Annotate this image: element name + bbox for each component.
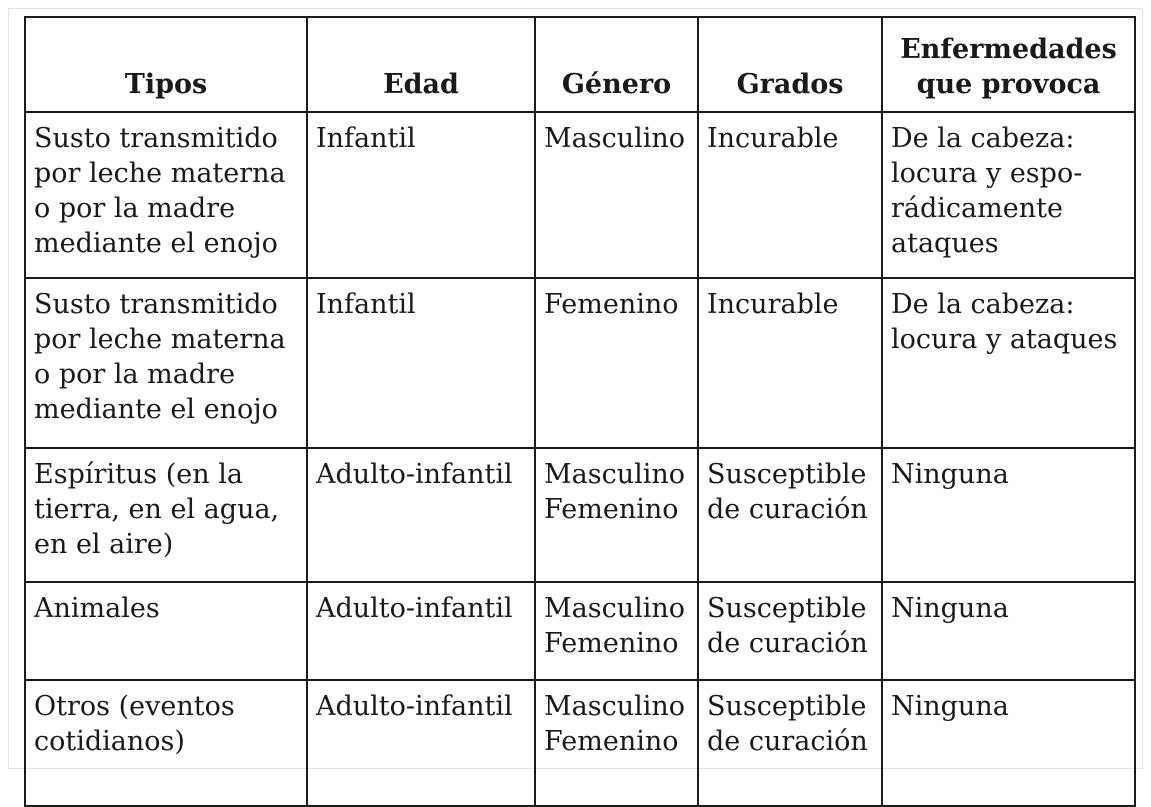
cell-grados: Susceptible de curación bbox=[698, 582, 882, 680]
cell-genero: Masculino Femenino bbox=[535, 448, 698, 582]
table-row bbox=[25, 680, 1135, 806]
cell-edad: Infantil bbox=[307, 112, 535, 278]
cell-tipos: Susto transmitido por leche materna o por la madre mediante el enojo bbox=[25, 278, 307, 448]
cell-genero: Masculino Femenino bbox=[535, 582, 698, 680]
cell-edad: Infantil bbox=[307, 278, 535, 448]
cell-grados: Incurable bbox=[698, 278, 882, 448]
table-row bbox=[25, 112, 1135, 278]
cell-enfermedades: De la cabeza: locura y espo- rádicamente ataques bbox=[882, 112, 1135, 278]
cell-tipos: Otros (eventos cotidianos) bbox=[25, 680, 307, 806]
cell-grados: Susceptible de curación bbox=[698, 680, 882, 806]
cell-enfermedades: De la cabeza: locura y ataques bbox=[882, 278, 1135, 448]
cell-genero: Masculino bbox=[535, 112, 698, 278]
cell-edad: Adulto-infantil bbox=[307, 582, 535, 680]
header-edad: Edad bbox=[307, 17, 535, 112]
cell-enfermedades: Ninguna bbox=[882, 582, 1135, 680]
cell-tipos: Susto transmitido por leche materna o por la madre mediante el enojo bbox=[25, 112, 307, 278]
cell-edad: Adulto-infantil bbox=[307, 680, 535, 806]
table-row bbox=[25, 278, 1135, 448]
cell-tipos: Espíritus (en la tierra, en el agua, en el aire) bbox=[25, 448, 307, 582]
cell-genero: Femenino bbox=[535, 278, 698, 448]
header-genero: Género bbox=[535, 17, 698, 112]
header-tipos: Tipos bbox=[25, 17, 307, 112]
table-row bbox=[25, 582, 1135, 680]
cell-edad: Adulto-infantil bbox=[307, 448, 535, 582]
data-table bbox=[24, 16, 1136, 807]
cell-genero: Masculino Femenino bbox=[535, 680, 698, 806]
cell-enfermedades: Ninguna bbox=[882, 448, 1135, 582]
cell-grados: Susceptible de curación bbox=[698, 448, 882, 582]
header-grados: Grados bbox=[698, 17, 882, 112]
cell-tipos: Animales bbox=[25, 582, 307, 680]
header-enfermedades: Enfermedades que provoca bbox=[882, 17, 1135, 112]
table-row bbox=[25, 448, 1135, 582]
cell-enfermedades: Ninguna bbox=[882, 680, 1135, 806]
header-row bbox=[25, 17, 1135, 112]
cell-grados: Incurable bbox=[698, 112, 882, 278]
